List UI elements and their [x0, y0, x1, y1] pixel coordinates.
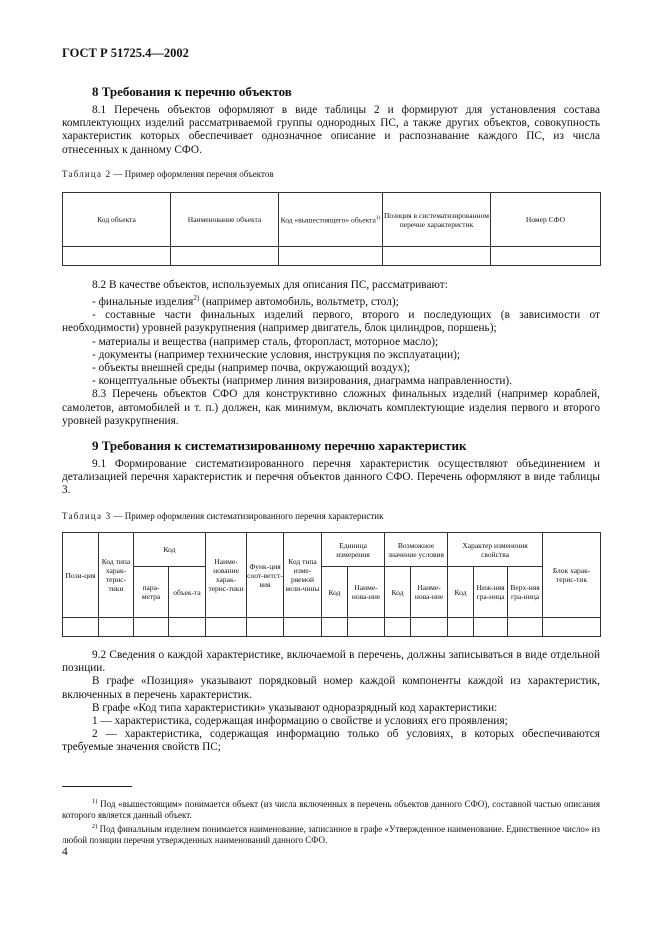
table-3-header-cell: объек-та: [169, 567, 206, 618]
footnote-1: $^{1)}$ Под «вышестоящим» понимается объект (из числа включенных в перечень объектов данного СФО), составной частью описания которого является данный объект.: [62, 798, 600, 820]
table-2-header-row: [63, 193, 601, 247]
table-3-header-cell: пара-метра: [134, 567, 169, 618]
table-3-header-row-1: [63, 533, 601, 567]
table-3-header-cell: Наиме-нование харак-терис-тики: [206, 533, 247, 618]
table-3-header-row-2: [63, 567, 601, 618]
paragraph-8-2-block: 8.2 В качестве объектов, используемых для описания ПС, рассматривают: - финальные изделия$^{2)}$ (например автомобиль, вольтметр, стол); - составные части финальных изделий первого, второго и последующих (в зависимости от необходимости) уровней разукрупнения (например двигатель, блок цилиндров, поршень); - материалы и вещества (например сталь, фторопласт, моторное масло); - документы (например технические условия, инструкция по эксплуатации); - объекты внешней среды (например почва, окружающий воздух); - концептуальные объекты (например линия визирования, диаграмма направленности). 8.3 Перечень объектов СФО для конструктивно сложных финальных изделий (например кораблей, самолетов, автомобилей и т. п.) должен, как минимум, включать комплектующие изделия первого и второго уровней разукрупнения.: [62, 279, 600, 427]
list-item: - объекты внешней среды (например почва, окружающий воздух);: [92, 361, 411, 374]
paragraph-8-3: 8.3 Перечень объектов СФО для конструктивно сложных финальных изделий (например кораблей, самолетов, автомобилей и т. п.) должен, как минимум, включать комплектующие изделия первого и второго уровней разукрупнения.: [62, 388, 600, 427]
table-2-header-cell: Номер СФО: [491, 193, 601, 247]
table-2-header-cell: Код объекта: [63, 193, 171, 247]
footnote-2: $^{2)}$ Под финальным изделием понимается наименование, записанное в графе «Утвержденное наименование. Единственное число» из любой позиции перечня утвержденных наименований данного СФО.: [62, 823, 600, 845]
table-3-header-cell: Ниж-няя гра-ница: [474, 567, 508, 618]
table-3-empty-row: [63, 618, 601, 637]
list-item: - материалы и вещества (например сталь, фторопласт, моторное масло);: [92, 335, 439, 348]
section-8-title: 8 Требования к перечню объектов: [92, 84, 292, 99]
paragraph-9-1: 9.1 Формирование систематизированного перечня характеристик осуществляют объединением и детализацией перечня характеристик и перечня объектов данного СФО. Перечень оформляют в виде таблицы 3.: [62, 458, 600, 497]
table-2-header-cell: Код «вышестоящего» объекта$^{1)}$: [279, 193, 383, 247]
paragraph-8-1: 8.1 Перечень объектов оформляют в виде таблицы 2 и формируют для установления состава комплектующих изделий рассматриваемой группы однородных ПС, а также других объектов, совокупность характеристик которых обеспечивает однозначное описание и распознавание каждого ПС, из числа отнесенных к данному СФО.: [62, 104, 600, 156]
table-3-header-cell: Код: [134, 533, 206, 567]
list-item: - концептуальные объекты (например линия визирования, диаграмма направленности).: [92, 375, 513, 388]
list-item: - документы (например технические условия, инструкция по эксплуатации);: [92, 348, 461, 361]
table-2-empty-row: [63, 247, 601, 266]
footnotes: [62, 796, 600, 846]
table-2-header-cell: Наименование объекта: [171, 193, 279, 247]
table-3-header-cell: Наиме-нова-ние: [348, 567, 385, 618]
table-2: [62, 192, 601, 266]
paragraph-9-2-block: 9.2 Сведения о каждой характеристике, включаемой в перечень, должны записываться в виде отдельной позиции. В графе «Позиция» указывают порядковый номер каждой компоненты каждой из характеристик, включенных в перечень характеристик. В графе «Код типа характеристики» указывают одноразрядный код характеристики: 1 — характеристика, содержащая информацию о свойстве и условиях его проявления; 2 — характеристика, содержащая информацию только об условиях, в которых обеспечиваются требуемые значения свойств ПС;: [62, 649, 600, 754]
section-9-title: 9 Требования к систематизированному перечню характеристик: [92, 438, 467, 453]
table-3-header-cell: Возможное значение условия: [385, 533, 448, 567]
table-3-header-cell: Единица измерения: [322, 533, 385, 567]
table-3-header-cell: Верх-няя гра-ница: [508, 567, 543, 618]
table-2-header-cell: Позиция в систематизированном перечне характеристик: [383, 193, 491, 247]
table-3-header-cell: Функ-ция соот-ветст-вия: [247, 533, 284, 618]
table-3-header-cell: Наиме-нова-ние: [411, 567, 448, 618]
table-3-header-cell: Код типа изме-ряемой вели-чины: [284, 533, 322, 618]
table-3-header-cell: Код типа харак-терис-тики: [99, 533, 134, 618]
table-3: [62, 532, 601, 637]
list-item: - составные части финальных изделий первого, второго и последующих (в зависимости от необходимости) уровней разукрупнения (например двигатель, блок цилиндров, поршень);: [62, 309, 600, 335]
table-3-caption: Таблица 3 — Пример оформления систематизированного перечня характеристик: [62, 511, 384, 521]
table-3-header-cell: Код: [385, 567, 411, 618]
document-header: ГОСТ Р 51725.4—2002: [62, 46, 189, 60]
footnote-separator: [62, 786, 132, 787]
table-3-header-cell: Блок харак-терис-тик: [543, 533, 601, 618]
table-3-header-cell: Код: [448, 567, 474, 618]
page-number: 4: [62, 846, 68, 858]
table-3-header-cell: Пози-ция: [63, 533, 99, 618]
table-3-header-cell: Характер изменения свойства: [448, 533, 543, 567]
table-3-header-cell: Код: [322, 567, 348, 618]
table-2-caption: Таблица 2 — Пример оформления перечня объектов: [62, 169, 274, 179]
